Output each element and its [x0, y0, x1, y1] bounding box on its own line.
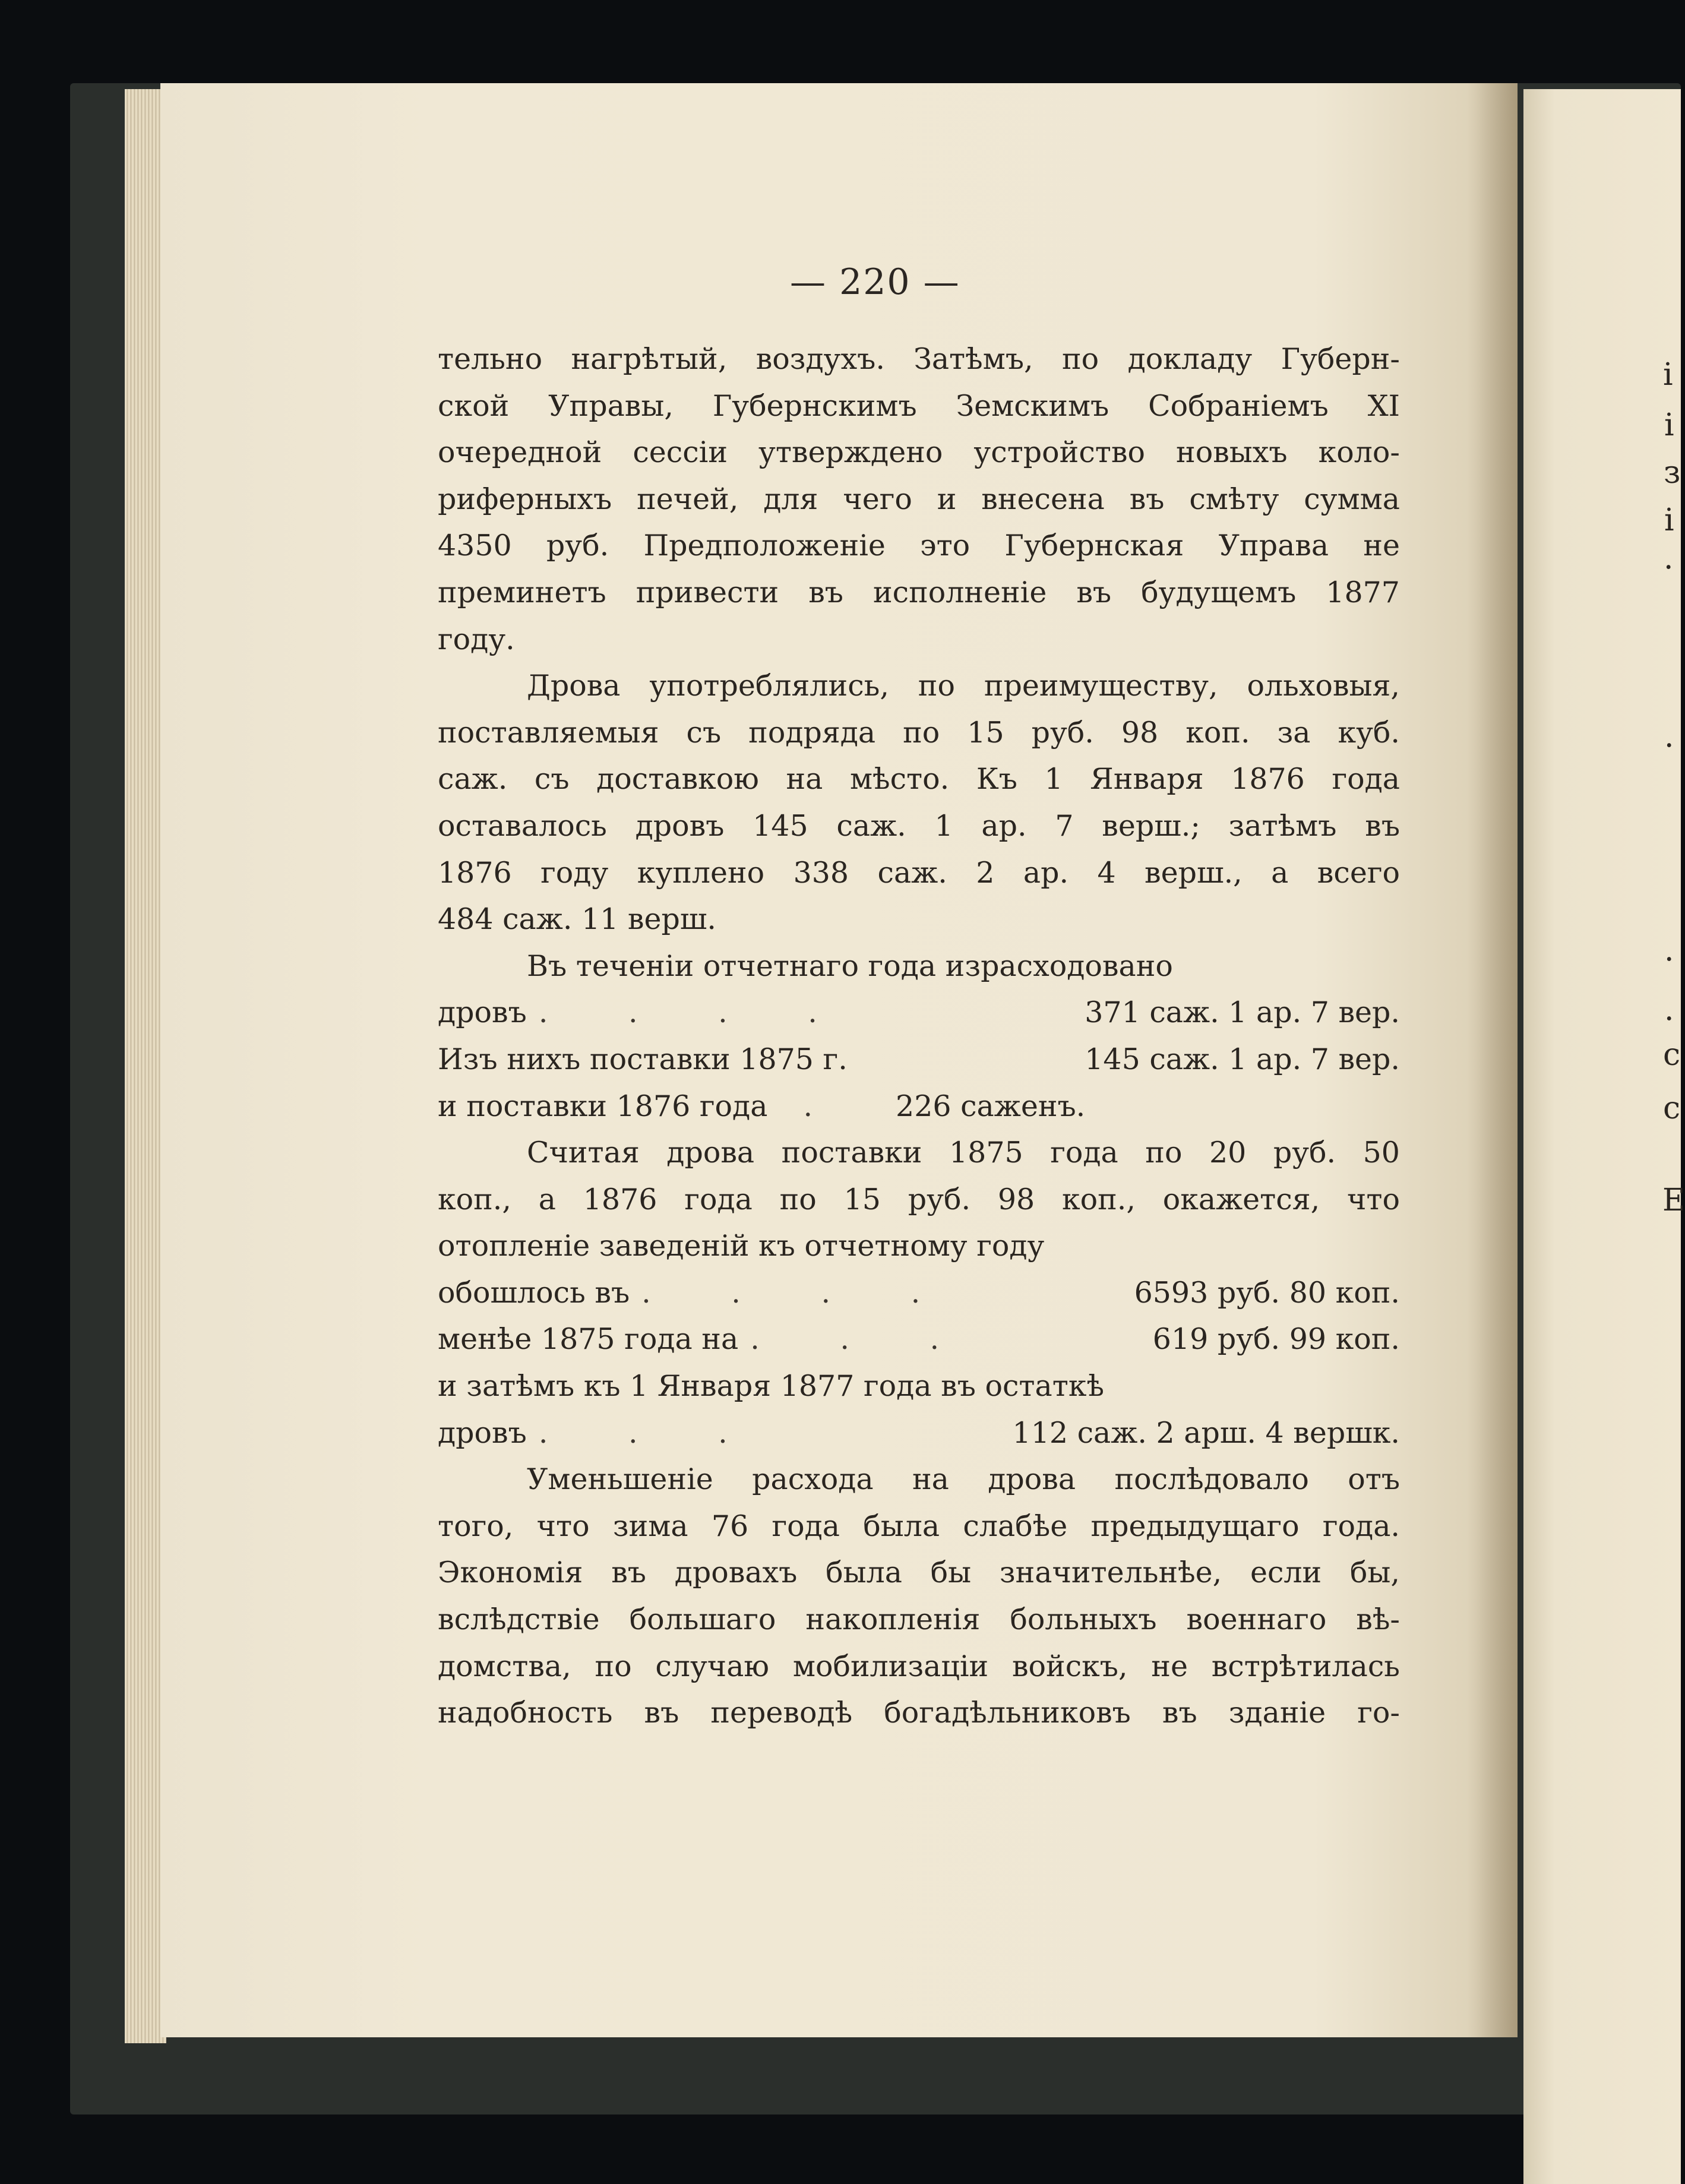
facing-page-mark: с: [1663, 1037, 1681, 1073]
facing-page-mark: ·: [1664, 550, 1674, 586]
ledger-label: дровъ: [438, 995, 527, 1030]
text-line: поставляемыя съ подряда по 15 руб. 98 коп. за куб.: [438, 715, 1400, 750]
text-line: саж. съ доставкою на мѣсто. Къ 1 Января 1876 года: [438, 762, 1400, 797]
text-line: домства, по случаю мобилизаціи войскъ, не встрѣтилась: [438, 1649, 1400, 1683]
text-line: Считая дрова поставки 1875 года по 20 руб. 50: [527, 1136, 1400, 1170]
ledger-row: [438, 1270, 1400, 1317]
text-line: того, что зима 76 года была слабѣе предыдущаго года.: [438, 1509, 1400, 1543]
ledger-label: обошлось въ: [438, 1275, 630, 1310]
ledger-value: 6593 руб. 80 коп.: [1134, 1275, 1400, 1310]
page-text: [438, 336, 1400, 1737]
paragraph: [438, 663, 1400, 943]
text-line: очередной сессіи утверждено устройство новыхъ коло-: [438, 435, 1400, 470]
ledger-label: Изъ нихъ поставки 1875 г.: [438, 1042, 848, 1076]
leader-dots: . . .: [538, 1415, 763, 1450]
leader-dots: . . .: [750, 1322, 975, 1357]
text-line: преминетъ привести въ исполненіе въ будущемъ 1877: [438, 575, 1400, 609]
facing-page-mark: і: [1664, 502, 1674, 538]
paragraph: [438, 1130, 1400, 1456]
text-line: вслѣдствіе большаго накопленія больныхъ военнаго вѣ-: [438, 1603, 1400, 1637]
text-line: тельно нагрѣтый, воздухъ. Затѣмъ, по докладу Губерн-: [438, 342, 1400, 376]
facing-page-mark: і: [1664, 407, 1674, 443]
leader-dots: .: [803, 1089, 849, 1123]
ledger-label: менѣе 1875 года на: [438, 1322, 739, 1357]
text-line: 1876 году куплено 338 саж. 2 ар. 4 верш., а всего: [438, 855, 1400, 890]
ledger-row: [438, 1036, 1400, 1083]
paragraph: [438, 1456, 1400, 1737]
text-line: 484 саж. 11 верш.: [438, 902, 716, 937]
facing-page-mark: з: [1664, 455, 1681, 491]
ledger-value: 226 саженъ.: [896, 1089, 1086, 1123]
gutter-shadow: [1467, 83, 1518, 2037]
ledger-row: [438, 1316, 1400, 1363]
facing-page-mark: і: [1663, 357, 1673, 393]
facing-page-mark: Е: [1662, 1183, 1685, 1218]
text-line: оставалось дровъ 145 саж. 1 ар. 7 верш.; затѣмъ въ: [438, 808, 1400, 843]
text-line: Дрова употреблялись, по преимуществу, ольховыя,: [527, 669, 1400, 703]
ledger-row: [438, 990, 1400, 1036]
ledger-value: 619 руб. 99 коп.: [1152, 1322, 1400, 1357]
text-line: 4350 руб. Предположеніе это Губернская Управа не: [438, 529, 1400, 563]
text-line: ской Управы, Губернскимъ Земскимъ Собраніемъ XI: [438, 388, 1400, 423]
text-line: риферныхъ печей, для чего и внесена въ смѣту сумма: [438, 482, 1400, 516]
text-line: году.: [438, 622, 515, 656]
page-number: — 220 —: [790, 261, 960, 303]
ledger-value: 371 саж. 1 ар. 7 вер.: [1085, 995, 1400, 1030]
text-line: коп., а 1876 года по 15 руб. 98 коп., окажется, что: [438, 1182, 1400, 1216]
facing-page-mark: ·: [1664, 942, 1674, 978]
text-line: Экономія въ дровахъ была бы значительнѣе, если бы,: [438, 1556, 1400, 1590]
paragraph: [438, 943, 1400, 1130]
ledger-value: 145 саж. 1 ар. 7 вер.: [1085, 1042, 1400, 1076]
facing-page-mark: ·: [1664, 728, 1674, 764]
text-line: и затѣмъ къ 1 Января 1877 года въ остаткѣ: [438, 1369, 1104, 1404]
ledger-label: дровъ: [438, 1415, 527, 1450]
paragraph: [438, 336, 1400, 663]
ledger-row: [438, 1083, 1400, 1130]
ledger-value: 112 саж. 2 арш. 4 вершк.: [1012, 1415, 1400, 1450]
text-line: Уменьшеніе расхода на дрова послѣдовало отъ: [527, 1462, 1400, 1497]
facing-page-mark: ·: [1664, 1001, 1674, 1037]
text-line: отопленіе заведеній къ отчетному году: [438, 1229, 1045, 1263]
facing-page-mark: с: [1663, 1091, 1681, 1126]
text-line: надобность въ переводѣ богадѣльниковъ въ зданіе го-: [438, 1696, 1400, 1730]
leader-dots: . . . .: [641, 1275, 956, 1310]
ledger-label: и поставки 1876 года: [438, 1089, 768, 1123]
ledger-row: [438, 1410, 1400, 1457]
leader-dots: . . . .: [538, 995, 853, 1030]
text-line: Въ теченіи отчетнаго года израсходовано: [527, 949, 1173, 983]
facing-page: [1523, 89, 1685, 2184]
